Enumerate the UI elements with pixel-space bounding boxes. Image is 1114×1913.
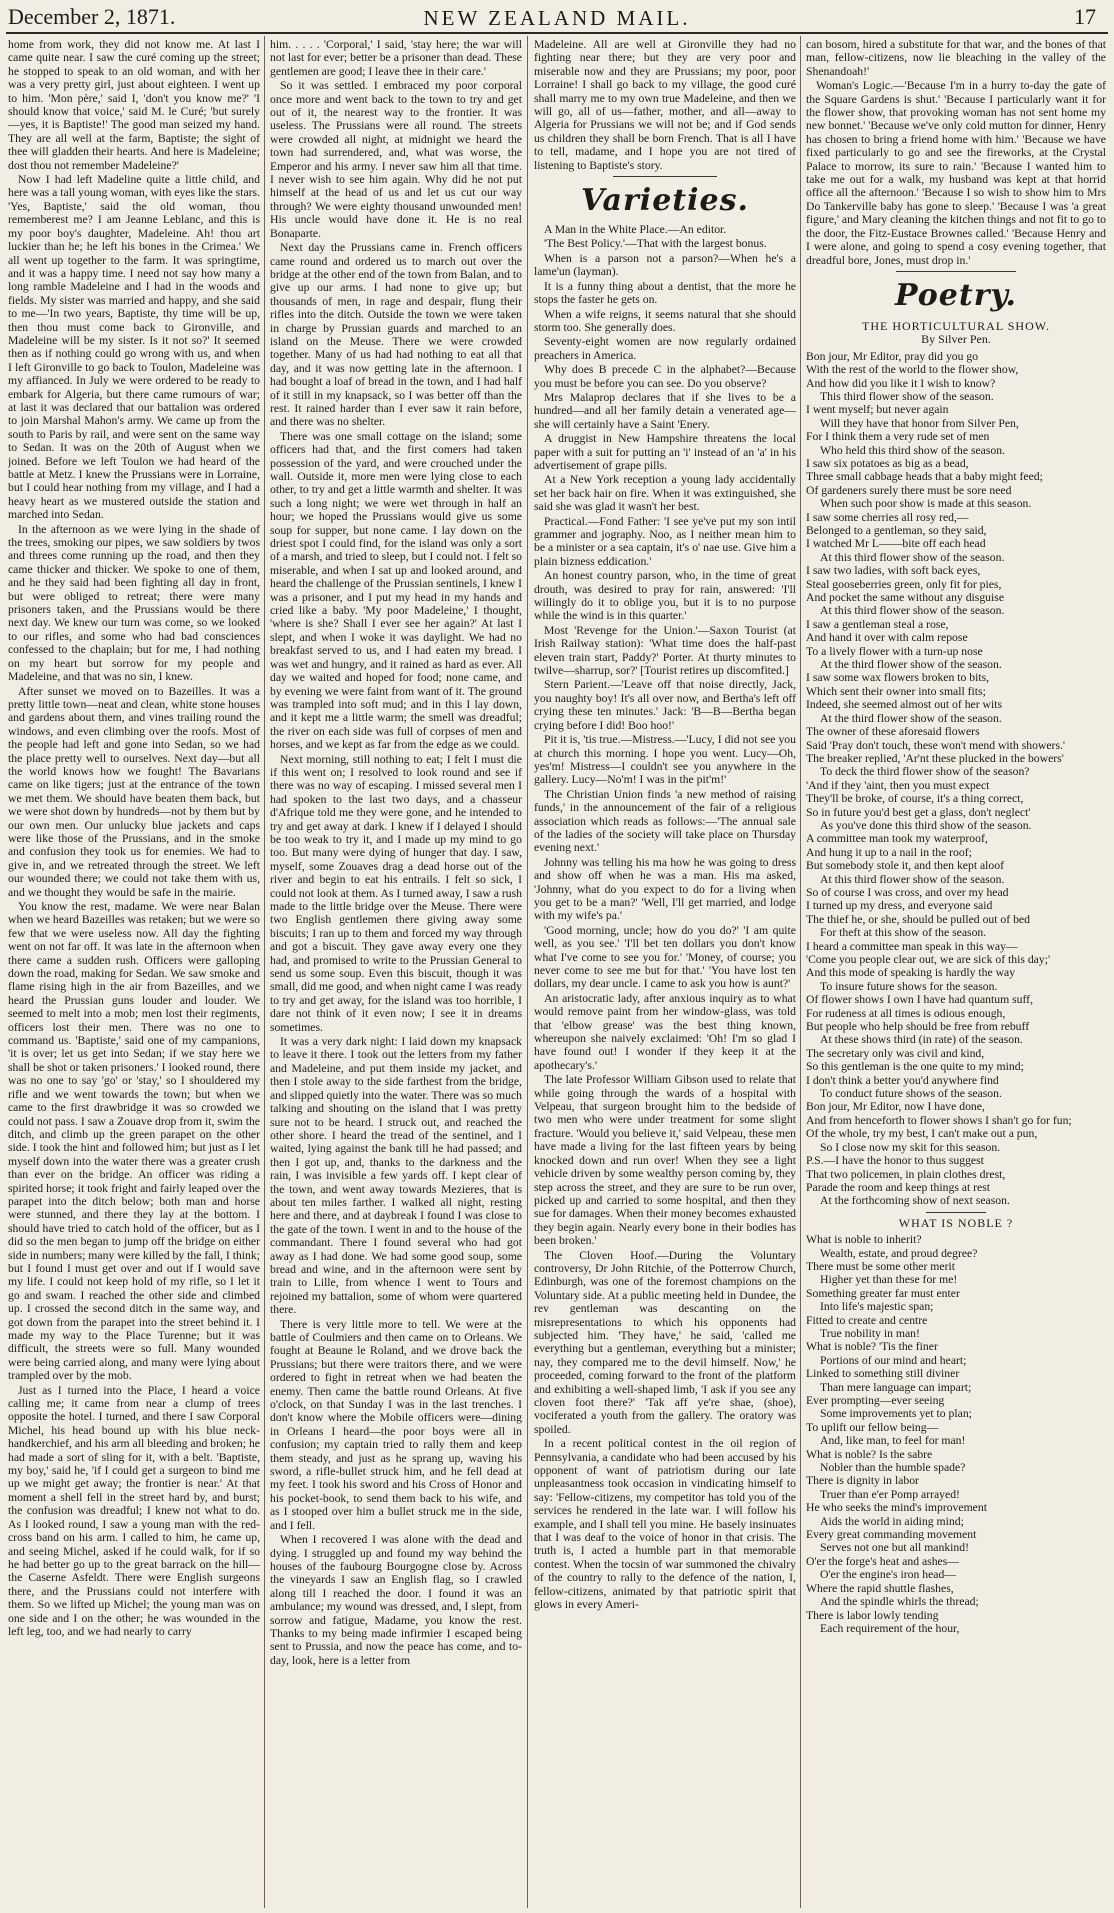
poem-line: Ever prompting—ever seeing xyxy=(806,1394,945,1407)
poem-line: Belonged to a gentleman, so they said, xyxy=(806,524,987,537)
variety-item: A druggist in New Hampshire threatens the local paper with a suit for putting an 'i' instead of an 'a' in his advertisement of grape pills. xyxy=(534,432,796,472)
story-paragraph: There is very little more to tell. We were at the battle of Coulmiers and then came on to Orleans. We fought at Beaune le Roland, and we drove back the Prussians; but there were traitors there, and we were ordered to fight in retreat when we had beaten the enemy. Then came the battle round Orleans. At five o'clock, on that Sunday I was in the last trenches. I don't know where the Mobile officers were—dining in Orleans I heard—the poor boys were all in confusion; my captain tried to rally them and keep them steady, and just as he sprang up, waving his sword, a rifle-bullet struck him, and he fell dead at my feet. I took his sword and his Cross of Honor and his pocket-book, to send them back to his wife, and as I stooped over him a bullet struck me in the side, and I fell. xyxy=(270,1317,522,1532)
poem-line: He who seeks the mind's improvement xyxy=(806,1501,987,1515)
poem-line: And how did you like it I wish to know? xyxy=(806,376,996,390)
variety-item: Mrs Malaprop declares that if she lives to be a hundred—and all her family detain a venerated age—she will certainly have a Saint 'Enery. xyxy=(534,390,796,431)
poem-line: Three small cabbage heads that a baby might feed; xyxy=(806,470,1043,484)
poem-line: Which sent their owner into small fits; xyxy=(806,684,986,698)
poem-line: 'And if they 'aint, then you must expect xyxy=(806,778,990,792)
poem-line: To insure future shows for the season. xyxy=(820,979,998,993)
variety-item: An aristocratic lady, after anxious inquiry as to what would remove paint from her window-glass, was told that 'elbow grease' was the best thing known, whereupon she naively exclaimed: 'Oh! I'm so glad I have found out! I wonder if they keep it at the apothecary's.' xyxy=(534,991,796,1072)
poem-what-is-noble xyxy=(806,1233,1106,1635)
variety-item: Practical.—Fond Father: 'I see ye've put my son intil grammer and jography. Noo, as I neither mean him to be a minister or a sea captain, it's o' nae use. Give him a plain bizness eddication.' xyxy=(534,514,796,568)
column-divider xyxy=(527,36,528,1908)
poem-line: I turned up my dress, and everyone said xyxy=(806,899,993,913)
variety-item: At a New York reception a young lady accidentally set her back hair on fire. When it was extinguished, she said she was glad it wasn't her best. xyxy=(534,473,796,514)
page-number: 17 xyxy=(1074,4,1096,29)
poem-line: Linked to something still diviner xyxy=(806,1367,960,1381)
poem-line: The thief he, or she, should be pulled out of bed xyxy=(806,912,1030,926)
varieties-list xyxy=(534,223,796,1611)
poem-line: And the spindle whirls the thread; xyxy=(820,1595,979,1609)
poem-line: At the third flower show of the season. xyxy=(820,711,1002,725)
poem-line: Will they have that honor from Silver Pen, xyxy=(820,416,1019,430)
poem-line: When such poor show is made at this season. xyxy=(820,497,1032,511)
poem-line: I saw a gentleman steal a rose, xyxy=(806,617,949,631)
story-paragraph: There was one small cottage on the island; some officers had that, and the first comers had taken possession of the yard, and were crouched under the wall. Outside it, more men were lying close to each other, to try and get a little warmth and shelter. It was such a long night; we were wet through in half an hour; we hoped the Prussians would give us some soup for supper, but none came. I lay down on the driest spot I could find, for the island was only a sort of a marsh, and tried to sleep, but I could not. I felt so miserable, and when I sat up and looked around, and heard the challenge of the Prussian sentinels, I knew I was a prisoner, and I put my head in my hands and cried like a baby. 'My poor Madeleine,' I thought, 'where is she? Shall I ever see her again?' At last I slept, and when I woke it was daylight. We had no breakfast served to us, and I had eaten my bread. I was wet and hungry, and it rained as hard as ever. All day we waited and hoped for food; none came, and by evening we were faint from want of it. The ground was trampled into soft mud; and in this I lay down, and it kept me a little warm; the smell was dreadful; the river on each side was full of corpses of men and horses, and we kept as far from the edge as we could. xyxy=(270,429,522,752)
poem-line: For I think them a very rude set of men xyxy=(806,430,990,444)
poem-line: So in future you'd best get a glass, don't neglect' xyxy=(806,805,1031,819)
poem-line: That two policemen, in plain clothes drest, xyxy=(806,1167,1006,1181)
poem-line: Nobler than the humble spade? xyxy=(820,1461,966,1475)
poem-line: Fitted to create and centre xyxy=(806,1313,928,1327)
poem-line: For theft at this show of the season. xyxy=(820,926,987,940)
poem-line: But somebody stole it, and then kept aloof xyxy=(806,859,1005,873)
poem-line: This third flower show of the season. xyxy=(820,389,994,403)
poem-line: O'er the engine's iron head— xyxy=(820,1568,956,1582)
story-paragraph: him. . . . . 'Corporal,' I said, 'stay here; the war will not last for ever; better be a prisoner than dead. These gentlemen are good; I leave thee in their care.' xyxy=(270,38,522,78)
varieties-paragraph: Woman's Logic.—'Because I'm in a hurry to-day the gate of the Square Gardens is shut.' 'Because I particularly want it for the flower show, that provoking woman has not sent home my new bonnet.' 'Because we've only cold mutton for dinner, Henry has chosen to bring a friend home with him.' 'Because we have fixed particularly to go and see the fireworks, at the Crystal Palace to morrow, its sure to rain.' 'Because I wanted him to take me out for a walk, my husband was kept at that horrid office all the afternoon.' 'Because I so wish to show him to Mrs Do Tankerville baby has gone to sleep.' 'Because I was 'a great figure,' and Mary cleaning the kitchen things and not fit to go to the door, the Fitz-Eustace Brownes called.' 'Because Henry and I were alone, and going to spend a cosy evening together, that dreadful bore, Jones, must drop in.' xyxy=(806,79,1106,267)
poem-line: And hung it up to a nail in the roof; xyxy=(806,845,972,859)
poem-line: I saw some wax flowers broken to bits, xyxy=(806,671,990,685)
variety-item: In a recent political contest in the oil region of Pennsylvania, a candidate who had been accused by his opponent of want of patriotism during our late unpleasantness took occasion in vindicating himself to say: 'Fellow-citizens, my competitor has told you of the services he rendered in the late war. I will follow his example, and I shall tell you mine. He basely insinuates that I was deaf to the voice of honor in that crisis. The truth is, I acted a humble part in that memorable contest. When the tocsin of war summoned the chivalry of the country to rally to the defence of the nation, I, fellow-citizens, animated by that patriotic spirit that glows in every Ameri- xyxy=(534,1437,796,1612)
poem-line: To conduct future shows of the season. xyxy=(820,1087,1002,1101)
poem-line: Bon jour, Mr Editor, pray did you go xyxy=(806,349,979,363)
variety-item: Stern Parient.—'Leave off that noise directly, Jack, you naughty boy! It's all over now, and Bertha's left off crying these ten minutes.' Jack: 'B—B—Bertha began crying before I did! Boo hoo!' xyxy=(534,678,796,732)
poem-line: Into life's majestic span; xyxy=(820,1300,934,1314)
poem-title: WHAT IS NOBLE ? xyxy=(898,1215,1014,1230)
story-paragraph: Next morning, still nothing to eat; I felt I must die if this went on; I resolved to look round and see if there was no way of escaping. I missed several men I had spoken to the last two days, and a chasseur d'Afrique told me they were gone, and he intended to try and get away at dark. I knew if I delayed I should be too weak to try it, and I made up my mind to go too. But many were dying of hunger that day. I saw, myself, some Zouaves drag a dead horse out of the river and begin to eat his entrails. I felt so sick, I could not look at them. As I turned away, I saw a rush made to the little bridge over the Meuse. There were two English gentlemen there giving away some biscuits; I ran up to them and forced my way through and got a biscuit. They gave away every one they had, and promised to write to the Prussian General to send us some soup. Even this biscuit, though it was small, did me good, and when night came I was ready to try and get away, for the island was too horrible, I dare not think of it even now; I see it in dreams sometimes. xyxy=(270,752,522,1034)
poem-line: Some improvements yet to plan; xyxy=(820,1407,972,1421)
poem-line: Something greater far must enter xyxy=(806,1286,960,1300)
poem-line: Steal gooseberries green, only fit for pies, xyxy=(806,577,1002,591)
poem-line: Every great commanding movement xyxy=(806,1528,977,1542)
masthead xyxy=(0,0,1114,40)
variety-item: The Cloven Hoof.—During the Voluntary controversy, Dr John Ritchie, of the Potterrow Church, Edinburgh, was one of the foremost champions on the Voluntary side. At a public meeting held in Dundee, the rev gentleman was descanting on the misrepresentations to which his opponents had subjected him. 'They have,' he said, 'called me everything but a gentleman, everything but a minister; nay, they compared me to the devil himself. Now,' he proceeded, coming forward to the front of the platform and exhibiting a well-shaped limb, 'I ask if you see any cloven foot there?' 'Tak aff ye're shae, (shoe), vociferated a youth from the gallery. The oratory was spoiled. xyxy=(534,1248,796,1436)
poem-line: Where the rapid shuttle flashes, xyxy=(806,1581,954,1595)
variety-item: It is a funny thing about a dentist, that the more he stops the faster he gets on. xyxy=(534,279,796,307)
poem-line: They'll be broke, of course, it's a thing correct, xyxy=(806,792,1024,806)
poem-line: Truer than e'er Pomp arrayed! xyxy=(820,1487,960,1501)
story-paragraph: In the afternoon as we were lying in the shade of the trees, smoking our pipes, we saw soldiers by twos and threes come running up the road, and then they came thicker and thicker. We spoke to one of them, and he they said had been fighting all day in front, but were obliged to retreat; there were many prisoners taken, and the Prussians would be there next day. We knew our turn was come, so we looked to our rifles, and some who had bad consciences confessed to the chaplain; but for me, I had nothing on my heart but sorrow for my people and Madeleine, and that was no sin, I knew. xyxy=(8,522,260,684)
story-paragraph: So it was settled. I embraced my poor corporal once more and went back to the town to try and get out of it, the nearest way to the frontier. It was useless. The Prussians were all round. The streets were crowded all night, at midnight we heard the town had surrendered, and, what was worse, the Emperor and his army. I never saw him all that time. I never wish to see him again. Why did he not put himself at the head of us and let us cut our way through? We were eighty thousand unwounded men! His uncle would have done it. He is no real Bonaparte. xyxy=(270,79,522,240)
variety-item: Seventy-eight women are now regularly ordained preachers in America. xyxy=(534,335,796,362)
poem-line: The secretary only was civil and kind, xyxy=(806,1046,985,1060)
poem-line: The owner of these aforesaid flowers xyxy=(806,725,980,739)
column-1 xyxy=(8,38,260,1906)
variety-item: When is a parson not a parson?—When he's a lame'un (layman). xyxy=(534,251,796,279)
poem-line: At these shows third (in rate) of the season. xyxy=(820,1033,1023,1047)
column-divider xyxy=(800,36,801,1908)
poem-line: There must be some other merit xyxy=(806,1259,955,1273)
poem-title: THE HORTICULTURAL SHOW. xyxy=(862,318,1050,333)
poem-line: Serves not one but all mankind! xyxy=(820,1541,969,1555)
masthead-rule xyxy=(6,32,1108,34)
variety-item: Why does B precede C in the alphabet?—Because you must be before you can see. Do you observe? xyxy=(534,363,796,390)
poem-line: And pocket the same without any disguise xyxy=(806,591,1005,605)
poem-line: At this third flower show of the season. xyxy=(820,872,1005,886)
poem-line: What is noble to inherit? xyxy=(806,1233,922,1247)
column-divider xyxy=(264,36,265,1908)
poem-line: I watched Mr L——bite off each head xyxy=(806,537,986,551)
poem-line: At this third flower show of the season. xyxy=(820,550,1005,564)
poem-line: Said 'Pray don't touch, these won't mend with showers.' xyxy=(806,738,1066,752)
poem-line: There is labor lowly tending xyxy=(806,1608,939,1622)
poem-line: But people who help should be free from rebuff xyxy=(806,1020,1030,1034)
poem-line: Portions of our mind and heart; xyxy=(820,1353,967,1367)
variety-item: The Christian Union finds 'a new method of raising funds,' in the announcement of the fair of a religious association which reads as follows:—'The annual sale of the ladies of the society will take place on Thursday evening next.' xyxy=(534,787,796,855)
varieties-heading: Varieties. xyxy=(581,183,749,219)
poem-line: What is noble? 'Tis the finer xyxy=(806,1340,938,1354)
poem-line: At the third flower show of the season. xyxy=(820,658,1002,672)
poem-line: I saw six potatoes as big as a bead, xyxy=(806,456,969,470)
variety-item: Pit it is, 'tis true.—Mistress.—'Lucy, I did not see you at church this morning. I hope you went. Lucy—Oh, yes'm! Mistress—I couldn't see you anywhere in the gallery. Lucy—No'm! I was in the pit'm!' xyxy=(534,733,796,787)
poem-line: To uplift our fellow being— xyxy=(806,1420,939,1434)
variety-item: 'The Best Policy.'—That with the largest bonus. xyxy=(544,237,767,251)
variety-item: An honest country parson, who, in the time of great drouth, was desired to pray for rain, answered: 'I'll willingly do it to oblige you, but it is to no purpose while the wind is in this quarter.' xyxy=(534,569,796,623)
poetry-heading: Poetry. xyxy=(895,277,1017,313)
story-paragraph: Madeleine. All are well at Gironville they had no fighting near there; but they are very poor and miserable now and they are Prussians; my poor, poor Lorraine! I shall go back to my village, the good curé shall marry me to my own true Madeleine, and then we will go, all of us—father, mother, and all—away to Algeria for Prussians we will not be; and if God sends us children they shall be born French. That is all I have to tell, madame, and I hope you are not tired of listening to Baptiste's story. xyxy=(534,38,796,172)
story-paragraph: Next day the Prussians came in. French officers came round and ordered us to march out over the bridge at the other end of the town from Balan, and to give up our arms. I had none to give up; but thousands of men, in rage and despair, flung their rifles into the ditch. Outside the town we were taken in charge by Prussian guards and marched to an island on the Meuse. There we were crowded together. Many of us had had nothing to eat all that day, and it was now getting late in the afternoon. I had bought a loaf of bread in the town, and I had half of it still in my knapsack, so I was better off than the rest. It rained harder than I ever saw it rain before, and there was no shelter. xyxy=(270,241,522,429)
variety-item: The late Professor William Gibson used to relate that while going through the wards of a hospital with Velpeau, that surgeon brought him to the bedside of two men who were under treatment for some slight fracture. 'Would you believe it,' said Velpeau, these men have made a living for the last fifteen years by being knocked down and run over! When they see a light vehicle driven by some wealthy person coming by, they step across the street, and they are sure to be run over, picked up and carried to some hospital, and then they sue for damages. When their money becomes exhausted they begin again. Nearly every bone in their bodies has been broken.' xyxy=(534,1073,796,1248)
poem-line: For rudeness at all times is odious enough, xyxy=(806,1006,1006,1020)
poem-line: Higher yet than these for me! xyxy=(820,1273,958,1287)
poem-line: To a lively flower with a turn-up nose xyxy=(806,644,983,658)
poem-line: Indeed, she seemed almost out of her wits xyxy=(806,698,1003,712)
story-paragraph: Now I had left Madeline quite a little child, and here was a tall young woman, with eyes like the stars. 'Yes, Baptiste,' said the old woman, thou rememberest me? I am Jeanne Leblanc, and this is my poor boy's daughter, Madeleine. Ah! thou art luckier than he; he left his bones in the Crimea.' We all went up together to the farm. It was springtime, and it was a happy time. I need not say how many a long ramble Madeleine and I had in the woods and fields. My sister was married and happy, and she said to me—'In two years, Baptiste, thy time will be up, then thou must come back to Gironville, and Madeleine will be my sister. Is it not so?' It seemed then as if nothing could go wrong with us, and when I left Gironville to go back to Toulon, Madeleine was my affianced. In July we were ordered to be ready to embark for Algeria, but there came rumours of war; at last it was declared that our battalion was ordered to join Marshal Mahon's army. We came up from the south to Paris by rail, and were sent on the same way to Sedan. It was on the 20th of August when we joined. Before we left Toulon we had heard of the battle at Metz. I knew the Prussians were in Lorraine, but I could hear nothing from my village, and I had a heavy heart as we mustered outside the station and marched into Sedan. xyxy=(8,173,260,522)
poem-line: I saw two ladies, with soft back eyes, xyxy=(806,564,981,578)
poem-line: P.S.—I have the honor to thus suggest xyxy=(806,1154,984,1168)
poem-line: I went myself; but never again xyxy=(806,403,949,417)
poem-line: True nobility in man! xyxy=(820,1326,920,1340)
poem-line: Than mere language can impart; xyxy=(820,1380,972,1394)
story-paragraph: You know the rest, madame. We were near Balan when we heard Bazeilles was retaken; but we were so few that we were useless now. All day the fighting went on not far off. It was late in the afternoon when there came a sudden rush. Officers were galloping down the road, making for Sedan. We saw smoke and flame rising high in the air from Bazeilles, and we heard the Prussian guns louder and louder. We seemed to melt into a mob; men lost their regiments, officers lost their men. There was no one to command us. 'Baptiste,' said one of my campanions, 'it is over; let us get into Sedan; if we stay here we shall be shot or taken prisoners.' I looked round, there was no one to say 'go' or 'stay,' so I shouldered my rifle and we went towards the town; but when we came to the first drawbridge it was so crowded we could not pass. I saw a Zouave drop from it, swim the ditch, and climb up the green parapet on the other side. I took the hint and followed him; but just as I let myself down into the water there was a greater crush than ever on the bridge. An officer was riding a spirited horse; it took fright and fairly leaped over the parapet into the ditch below; both man and horse were stunned, and there they lay at the bottom. I should have tried to catch hold of the officer, but as I did so the men began to jump off the bridge on either side in numbers; many were killed by the fall, I think; but I found I must get over and out if I would save my life. I could not keep hold of my rifle, so I let it go and swam. I reached the other side and climbed up. I crossed the second ditch in the same way, and got down from the parapet into the street behind it. I made my way to the Place Turenne; but it was difficult, the streets were so full. Many wounded were being carried along, and many were lying about trampled over by the mob. xyxy=(8,900,260,1383)
poem-line: O'er the forge's heat and ashes— xyxy=(806,1554,959,1568)
story-paragraph: It was a very dark night: I laid down my knapsack to leave it there. I took out the letters from my father and Madeleine, and put them inside my jacket, and then I stole away to the side farthest from the bridge, and slipped quietly into the water. There was so much talking and shouting on the island that I was pretty sure not to be heard. I struck out, and reached the other shore. I heard the tread of the sentinel, and I waited, lying against the bank till he had passed; and then I got up, and, thanks to the darkness and the rain, I was invisible a few yards off. I kept clear of the town, and went away towards Mezieres, that is about ten miles farther. I walked all night, resting here and there, and at daybreak I found I was close to the gate of the town. I went in and to the house of the commandant. There I found several who had got away as I had done. We had some good soup, some bread and wine, and in the afternoon were sent by train to Lille, from whence I went to Tours and rejoined my battalion, some of whom were quartered there. xyxy=(270,1035,522,1317)
poem-line: Each requirement of the hour, xyxy=(820,1621,960,1635)
poem-line: With the rest of the world to the flower show, xyxy=(806,363,1019,377)
poem-line: And, like man, to feel for man! xyxy=(820,1434,966,1448)
variety-item: A Man in the White Place.—An editor. xyxy=(544,223,727,237)
poem-line: At this third flower show of the season. xyxy=(820,604,1005,618)
poem-line: I saw some cherries all rosy red,— xyxy=(806,510,969,524)
story-paragraph: home from work, they did not know me. At last I came quite near. I saw the curé coming up the street; he stopped to speak to an old woman, and with her was a very pretty girl, just about eighteen. I went up to him. 'Mon père,' said I, 'don't you know me?' 'I should know that voice,' said M. le Curé; 'but surely—yes, it is Baptiste!' The good man seized my hand. They are all well at the farm, Baptiste; the sight of thee will gladden their hearts. And here is Madeleine; dost thou not remember Madeleine?' xyxy=(8,38,260,172)
poem-line: Of gardeners surely there must be sore need xyxy=(806,483,1012,497)
poem-line: Of the whole, try my best, I can't make out a pun, xyxy=(806,1127,1038,1141)
poem-line: 'Come you people clear out, we are sick of this day;' xyxy=(806,953,1051,966)
poem-line: I don't think a better you'd anywhere find xyxy=(806,1073,999,1087)
poem-line: And hand it over with calm repose xyxy=(806,631,968,645)
poem-line: I heard a committee man speak in this way— xyxy=(806,939,1018,953)
poem-line: Parade the room and keep things at rest xyxy=(806,1180,991,1194)
poem-line: There is dignity in labor xyxy=(806,1474,919,1488)
column-4 xyxy=(806,38,1106,1906)
variety-item: 'Good morning, uncle; how do you do?' 'I am quite well, as you see.' 'I'll bet ten dollars you don't know what I've come to see you for.' 'Money, of course; you never come to see me but for that.' 'You have lost ten dollars, my dear uncle. I came to ask you how is aunt?' xyxy=(534,923,796,991)
poem-byline: By Silver Pen. xyxy=(921,332,991,347)
poem-line: Bon jour, Mr Editor, now I have done, xyxy=(806,1100,985,1114)
varieties-paragraph: can bosom, hired a substitute for that war, and the bones of that man, fellow-citizens, now lie bleaching in the valley of the Shenandoah!' xyxy=(806,38,1106,78)
poem-line: A committee man took my waterproof, xyxy=(806,832,988,846)
newspaper-title: NEW ZEALAND MAIL. xyxy=(423,6,691,30)
column-3 xyxy=(534,38,796,1906)
issue-date: December 2, 1871. xyxy=(8,4,176,29)
poem-line: What is noble? Is the sabre xyxy=(806,1447,933,1461)
poem-line: The breaker replied, 'Ar'nt these plucked in the bowers' xyxy=(806,751,1064,765)
section-rule xyxy=(613,176,718,177)
poem-line: As you've done this third show of the season. xyxy=(820,818,1032,832)
poem-line: Of flower shows I own I have had quantum suff, xyxy=(806,993,1033,1007)
section-rule xyxy=(926,1212,986,1213)
story-paragraph: When I recovered I was alone with the dead and dying. I struggled up and found my way behind the houses of the faubourg Bourgogne close by. Across the vineyards I saw an English flag, so I crawled along till I reached the door. I found it was an ambulance; my wound was dressed, and, I slept, from sorrow and fatigue, Madame, you know the rest. Thanks to my being made infirmier I escaped being sent to Prussia, and now the peace has come, and to-day, look, here is a letter from xyxy=(270,1533,522,1667)
poem-line: Aids the world in aiding mind; xyxy=(820,1514,964,1528)
poem-horticultural-show xyxy=(806,350,1106,1208)
story-paragraph: Just as I turned into the Place, I heard a voice calling me; it came from near a clump of trees opposite the hotel. I turned, and there I saw Corporal Michel, his head bound up with his blue neck-handkerchief, and his arm all bleeding and broken; he had made a sort of sling for it, with a belt. 'Baptiste, my boy,' said he, 'if I could get a surgeon to bind me up we might get away; the frontier is near.' At that moment a shell fell in the street hard by, and burst; the confusion was dreadful; I knew not what to do. As I looked round, I saw a young man with the red-cross band on his arm. I called to him, he came up, and seeing Michel, asked if he could walk, for if so he had better go up to the great barrack on the hill—the Caserne Asfeldt. There were English surgeons there, and the Prussians could not interfere with them. So we lifted up Michel; the young man was on one side and I on the other; he was wounded in the left leg, too, and we had nearly to carry xyxy=(8,1383,260,1638)
story-paragraph: After sunset we moved on to Bazeilles. It was a pretty little town—neat and clean, white stone houses and gardens about them, and vines trailing round the windows, and even climbing over the roofs. Most of the people had left and gone into Sedan, so we had the place pretty well to ourselves. Next day—but all the world knows how we fought! The Bavarians came on like tigers; just at the entrance of the town we met them. We should have beaten them back, but we were shot down by hundreds—not by them but by our own men. Our unlucky blue jackets and caps were like those of the Prussians, and in the smoke and confusion they took us for enemies. We had to give in, and we retreated through the street. We left our wounded there; we could not take them with us, and we thought they would be safe in the mairie. xyxy=(8,684,260,899)
variety-item: Most 'Revenge for the Union.'—Saxon Tourist (at Irish Railway station): 'What time does the half-past eleven train start, Paddy?' Porter. At thurty minutes to twilve—sharrup, sor?' [Tourist retires up discomfited.] xyxy=(534,623,796,678)
section-rule xyxy=(896,271,1016,272)
variety-item: When a wife reigns, it seems natural that she should storm too. She generally does. xyxy=(534,307,796,334)
poem-line: At the forthcoming show of next season. xyxy=(820,1194,1010,1208)
column-2 xyxy=(270,38,522,1906)
variety-item: Johnny was telling his ma how he was going to dress and show off when he was a man. His ma asked, 'Johnny, what do you expect to do for a living when you get to be a man?' 'Well, I'll get married, and lodge with my wife's pa.' xyxy=(534,855,796,923)
poem-line: So this gentleman is the one quite to my mind; xyxy=(806,1060,1024,1074)
poem-line: And this mode of speaking is hardly the way xyxy=(806,966,1016,980)
poem-line: So I close now my skit for this season. xyxy=(820,1140,1001,1154)
poem-line: So of course I was cross, and over my head xyxy=(806,885,1009,899)
poem-line: Who held this third show of the season. xyxy=(820,443,1006,457)
poem-line: Wealth, estate, and proud degree? xyxy=(820,1246,978,1260)
poem-line: To deck the third flower show of the season? xyxy=(820,765,1030,779)
poem-line: And from henceforth to flower shows I shan't go for fun; xyxy=(806,1113,1072,1127)
